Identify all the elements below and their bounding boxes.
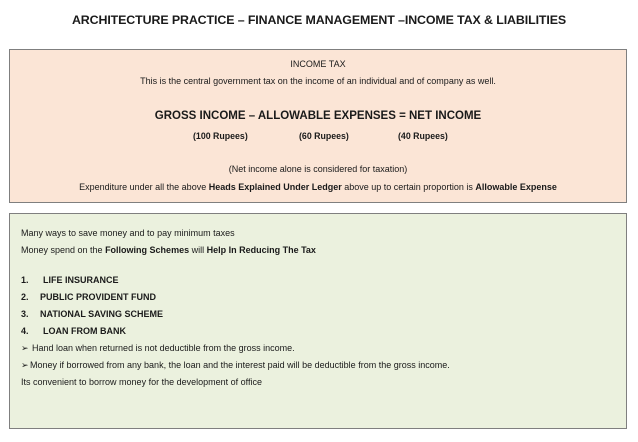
gross-income-value: (100 Rupees) bbox=[193, 131, 248, 141]
expenditure-middle: above up to certain proportion is bbox=[341, 182, 476, 192]
income-equation: GROSS INCOME – ALLOWABLE EXPENSES = NET INCOME bbox=[154, 110, 482, 122]
scheme-number: 3. bbox=[21, 309, 29, 319]
reducing-tax-term: Help In Reducing The Tax bbox=[206, 245, 316, 255]
scheme-number: 4. bbox=[21, 326, 29, 336]
scheme-name: PUBLIC PROVIDENT FUND bbox=[40, 292, 157, 302]
page-title: ARCHITECTURE PRACTICE – FINANCE MANAGEMENT –INCOME TAX & LIABILITIES bbox=[71, 13, 567, 27]
scheme-item bbox=[21, 289, 626, 306]
net-income-note: (Net income alone is considered for taxation) bbox=[228, 164, 408, 174]
tax-saving-schemes-box bbox=[9, 213, 627, 429]
scheme-number: 1. bbox=[21, 275, 29, 285]
schemes-intro-middle: will bbox=[189, 245, 207, 255]
arrow-bullet-icon: ➢ bbox=[21, 360, 29, 370]
arrow-bullet-icon: ➢ bbox=[21, 343, 29, 353]
scheme-item bbox=[21, 306, 626, 323]
following-schemes-term: Following Schemes bbox=[105, 245, 190, 255]
expenditure-heads: Heads Explained Under Ledger bbox=[208, 182, 342, 192]
intro-line: Many ways to save money and to pay minimum taxes bbox=[21, 228, 235, 238]
expenditure-note bbox=[10, 182, 626, 192]
income-tax-heading: INCOME TAX bbox=[290, 59, 346, 69]
scheme-item bbox=[21, 323, 626, 340]
equation-values bbox=[10, 131, 626, 143]
scheme-name: NATIONAL SAVING SCHEME bbox=[40, 309, 164, 319]
expenditure-prefix: Expenditure under all the above bbox=[79, 182, 209, 192]
income-tax-description: This is the central government tax on the income of an individual and of company as well. bbox=[140, 76, 496, 86]
schemes-intro-prefix: Money spend on the bbox=[21, 245, 106, 255]
scheme-name: LIFE INSURANCE bbox=[43, 275, 119, 285]
bullet-item bbox=[21, 357, 626, 374]
scheme-name: LOAN FROM BANK bbox=[43, 326, 126, 336]
allowable-expenses-value: (60 Rupees) bbox=[299, 131, 349, 141]
bullet-text: Hand loan when returned is not deductible from the gross income. bbox=[32, 343, 295, 353]
net-income-value: (40 Rupees) bbox=[398, 131, 448, 141]
scheme-number: 2. bbox=[21, 292, 29, 302]
bullet-text: Money if borrowed from any bank, the loan and the interest paid will be deductible from the gross income. bbox=[30, 360, 450, 370]
schemes-intro-line bbox=[21, 242, 626, 259]
scheme-item bbox=[21, 272, 626, 289]
income-tax-box bbox=[9, 49, 627, 203]
bullet-item bbox=[21, 340, 626, 357]
closing-line: Its convenient to borrow money for the development of office bbox=[21, 377, 262, 387]
allowable-expense-term: Allowable Expense bbox=[475, 182, 557, 192]
